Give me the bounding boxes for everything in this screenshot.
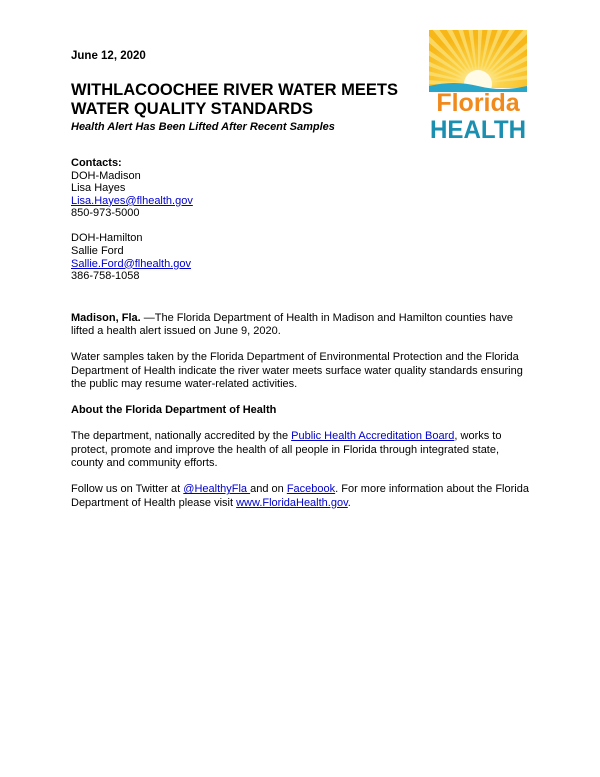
- contact-office: DOH-Madison: [71, 169, 141, 182]
- headline: [71, 81, 411, 119]
- paragraph-2: Water samples taken by the Florida Department of Environmental Protection and the Florida Department of Health indicate the river water meets surface water quality standards ensuring the public may resume water-related activities.: [71, 351, 523, 391]
- contacts-block: [71, 157, 193, 283]
- headline-line-1: WITHLACOOCHEE RIVER WATER MEETS: [71, 81, 398, 99]
- paragraph-4: Follow us on Twitter at @HealthyFla and on Facebook. For more information about the Florida Department of Health please visit www.FloridaHealth.gov.: [71, 483, 529, 509]
- logo-word-florida: Florida: [436, 89, 520, 117]
- dateline: Madison, Fla.: [71, 312, 141, 324]
- sun-logo-icon: [429, 30, 527, 142]
- about-heading: About the Florida Department of Health: [71, 404, 277, 417]
- website-link[interactable]: www.FloridaHealth.gov: [236, 496, 348, 509]
- paragraph-3: The department, nationally accredited by the Public Health Accreditation Board, works to protect, promote and improve the health of all people in Florida through integrated state, county and community efforts.: [71, 430, 502, 470]
- paragraph-1: Madison, Fla. —The Florida Department of Health in Madison and Hamilton counties have lifted a health alert issued on June 9, 2020.: [71, 312, 514, 338]
- logo-word-health: HEALTH: [430, 116, 526, 142]
- twitter-link[interactable]: @HealthyFla: [183, 483, 251, 496]
- contact-name: Lisa Hayes: [71, 182, 126, 195]
- contact-group-madison: [71, 170, 193, 220]
- release-date: June 12, 2020: [71, 50, 146, 62]
- phab-link[interactable]: Public Health Accreditation Board: [291, 430, 455, 443]
- subheadline: Health Alert Has Been Lifted After Recent Samples: [71, 121, 335, 133]
- contacts-label: Contacts:: [71, 157, 122, 169]
- contact-group-hamilton: [71, 232, 193, 282]
- facebook-link[interactable]: Facebook: [286, 483, 336, 496]
- contact-email-link[interactable]: Lisa.Hayes@flhealth.gov: [71, 194, 193, 207]
- florida-health-logo: [429, 30, 527, 142]
- contact-name: Sallie Ford: [71, 244, 124, 257]
- contact-phone: 386-758-1058: [71, 270, 140, 283]
- contact-phone: 850-973-5000: [71, 207, 140, 220]
- contact-office: DOH-Hamilton: [71, 232, 143, 245]
- contact-email-link[interactable]: Sallie.Ford@flhealth.gov: [71, 257, 192, 270]
- release-body: [71, 312, 531, 522]
- headline-line-2: WATER QUALITY STANDARDS: [71, 100, 313, 118]
